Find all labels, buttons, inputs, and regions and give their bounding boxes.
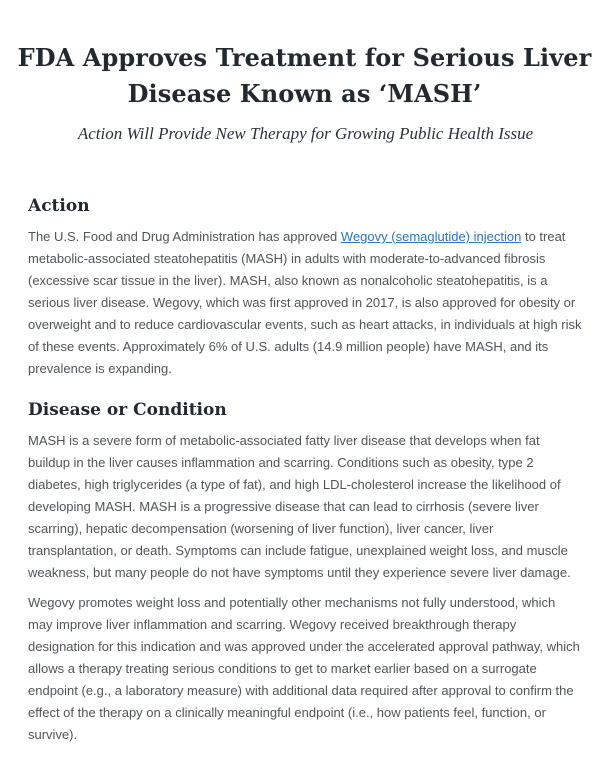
wegovy-semaglutide-injection-link[interactable]: Wegovy (semaglutide) injection (340, 229, 522, 244)
disease-paragraph-1: MASH is a severe form of metabolic-associated fatty liver disease that develops when fat buildup in the liver causes inflammation and scarring. Conditions such as obesity, type 2 diabetes, high triglycerides (a type of fat), and high LDL-cholesterol increase the likelihood of developing MASH. MASH is a progressive disease that can lead to cirrhosis (severe liver scarring), hepatic decompensation (worsening of liver function), liver cancer, liver transplantation, or death. Symptoms can include fatigue, unexplained weight loss, and muscle weakness, but many people do not have symptoms until they experience severe liver damage. (28, 433, 571, 580)
disease-paragraph-2: Wegovy promotes weight loss and potentially other mechanisms not fully understood, which may improve liver inflammation and scarring. Wegovy received breakthrough therapy designation for this indication and was approved under the accelerated approval pathway, which allows a therapy treating serious conditions to get to market earlier based on a surrogate endpoint (e.g., a laboratory measure) with additional data required after approval to confirm the effect of the therapy on a clinically meaningful endpoint (i.e., how patients feel, function, or survive). (28, 595, 580, 742)
action-paragraph-text-before-link: The U.S. Food and Drug Administration has approved (28, 229, 338, 244)
article-subtitle: Action Will Provide New Therapy for Growing Public Health Issue (77, 124, 534, 143)
article-title: FDA Approves Treatment for Serious Liver Disease Known as ‘MASH’ (17, 43, 592, 108)
section-heading-action: Action (28, 196, 90, 216)
action-paragraph-text-after-link: to treat metabolic-associated steatohepatitis (MASH) in adults with moderate-to-advanced fibrosis (excessive scar tissue in the liver). MASH, also known as nonalcoholic steatohepatitis, is a serious liver disease. Wegovy, which was first approved in 2017, is also approved for obesity or overweight and to reduce cardiovascular events, such as heart attacks, in individuals at high risk of these events. Approximately 6% of U.S. adults (14.9 million people) have MASH, and its prevalence is expanding. (28, 229, 582, 376)
action-paragraph (28, 226, 583, 380)
article-content (0, 40, 609, 746)
section-heading-disease-or-condition: Disease or Condition (28, 400, 227, 420)
